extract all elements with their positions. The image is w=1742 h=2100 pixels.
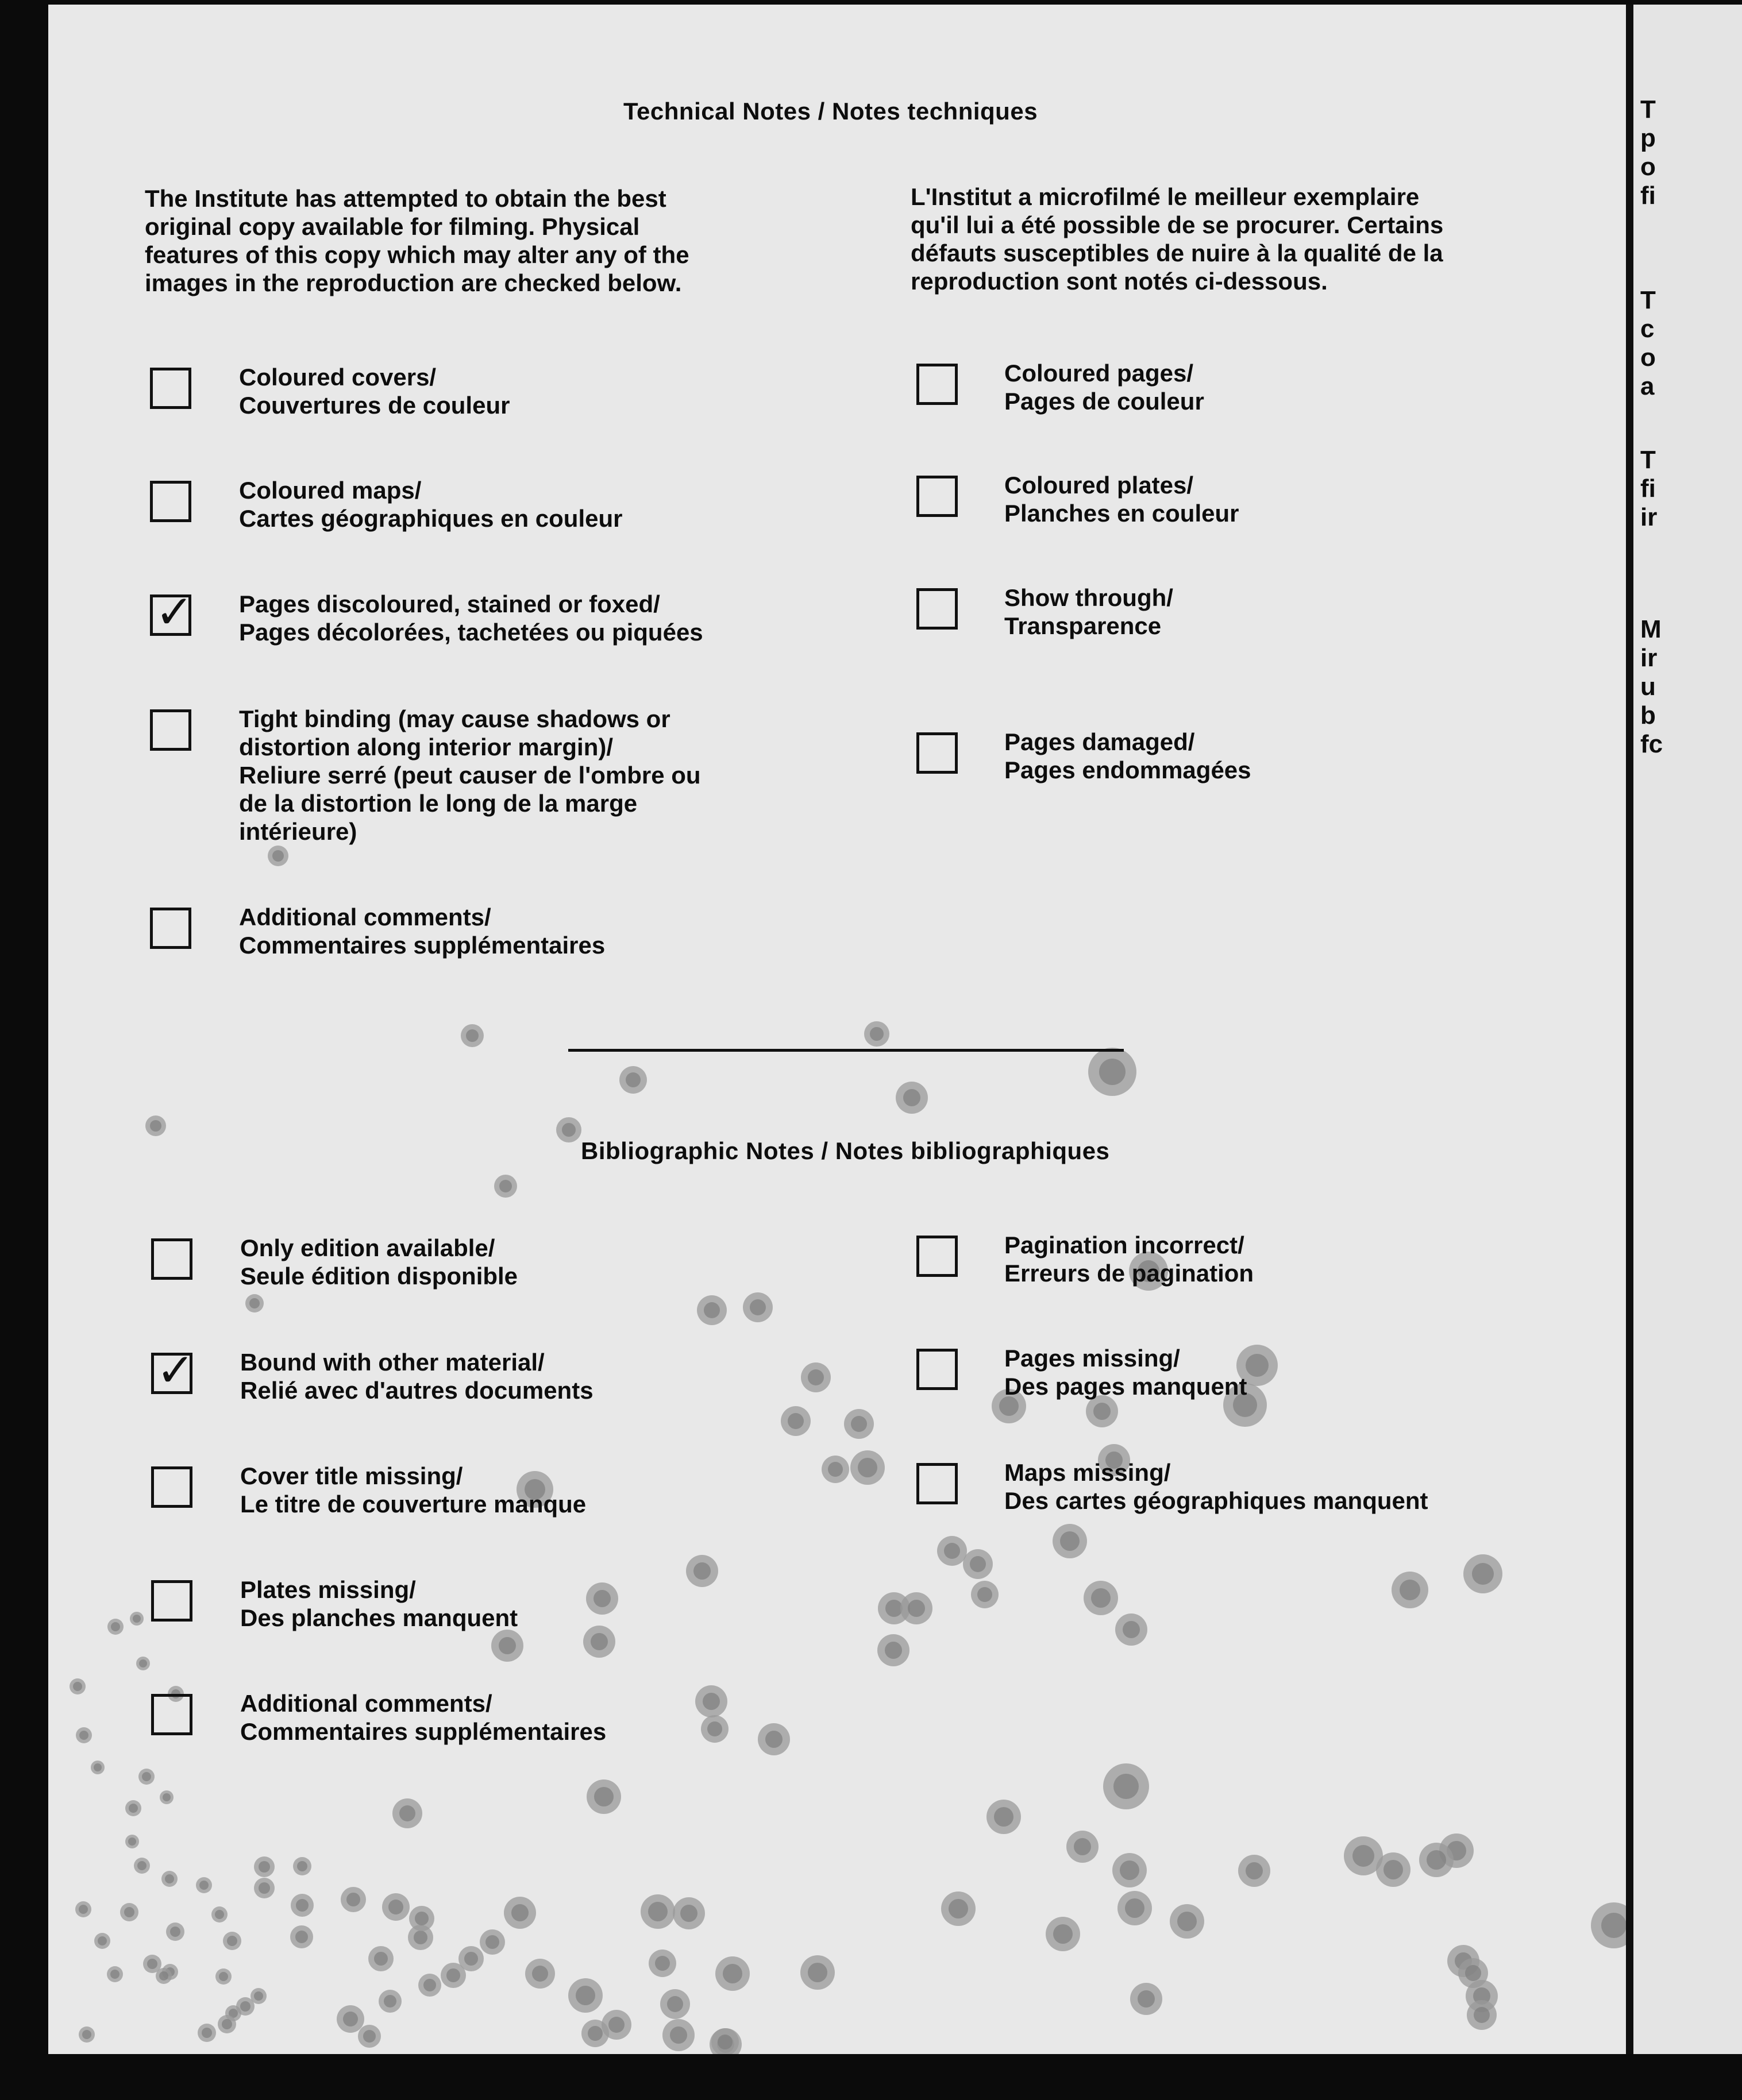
label-line: Plates missing/ — [240, 1576, 416, 1603]
film-spot-core — [415, 1912, 429, 1925]
film-spot-core — [227, 1936, 237, 1946]
film-spot-core — [655, 1956, 670, 1971]
edge-text-line: T — [1640, 286, 1656, 314]
label-line: Bound with other material/ — [240, 1349, 545, 1376]
label-line: Pagination incorrect/ — [1004, 1232, 1244, 1259]
film-spot-core — [1091, 1588, 1111, 1608]
film-spot-core — [240, 2001, 250, 2012]
film-spot-core — [562, 1123, 576, 1137]
film-spot-core — [1138, 1990, 1155, 2008]
label-line: Erreurs de pagination — [1004, 1260, 1254, 1287]
filmed-page — [48, 5, 1626, 2054]
checkbox[interactable] — [150, 368, 191, 409]
film-spot-core — [885, 1600, 903, 1617]
film-spot-core — [423, 1979, 436, 1991]
film-spot-core — [1093, 1403, 1111, 1420]
label-line: Coloured maps/ — [239, 477, 422, 504]
film-spot-core — [858, 1458, 877, 1477]
film-spot-core — [718, 2035, 733, 2049]
label-line: distortion along interior margin)/ — [239, 734, 613, 761]
film-spot-core — [133, 1615, 141, 1623]
label-line: Cover title missing/ — [240, 1462, 463, 1489]
checkbox[interactable] — [151, 1694, 192, 1735]
film-spot-core — [994, 1807, 1013, 1827]
film-spot-core — [944, 1543, 960, 1559]
checklist-item-label — [1004, 359, 1204, 415]
film-spot-core — [124, 1907, 134, 1917]
film-spot-core — [1601, 1913, 1626, 1938]
film-spot-core — [1120, 1860, 1139, 1880]
film-spot-core — [594, 1787, 614, 1806]
checklist-item-label — [240, 1234, 518, 1290]
checklist-item-label — [1004, 1231, 1254, 1287]
film-spot-core — [254, 1991, 263, 2001]
film-spot-core — [374, 1952, 388, 1966]
checklist-item-label — [239, 363, 510, 419]
checklist-item-label — [240, 1348, 593, 1404]
edge-text-line: fi — [1640, 182, 1656, 210]
film-spot-core — [215, 1910, 224, 1919]
film-spot-core — [626, 1072, 641, 1087]
checklist-item-label — [1004, 1344, 1247, 1400]
label-line: Coloured plates/ — [1004, 472, 1194, 499]
edge-text-line: a — [1640, 372, 1655, 400]
film-spot-core — [851, 1416, 867, 1432]
label-line: Reliure serré (peut causer de l'ombre ou — [239, 762, 701, 789]
checkbox[interactable] — [151, 1466, 192, 1508]
checkbox[interactable] — [150, 709, 191, 751]
edge-text-line: ir — [1640, 503, 1658, 531]
label-line: Maps missing/ — [1004, 1459, 1171, 1486]
film-spot-core — [466, 1029, 479, 1042]
label-line: Le titre de couverture manque — [240, 1491, 587, 1518]
film-spot-core — [73, 1682, 82, 1691]
film-spot-core — [147, 1959, 157, 1969]
film-spot-core — [1053, 1924, 1073, 1944]
film-spot-core — [170, 1927, 180, 1937]
film-spot-core — [98, 1936, 107, 1945]
film-spot-core — [259, 1882, 270, 1894]
film-spot-core — [446, 1968, 460, 1982]
film-spot-core — [159, 1971, 168, 1981]
checkbox[interactable] — [916, 732, 958, 774]
edge-text-line: T — [1640, 446, 1656, 474]
film-spot-core — [707, 1721, 722, 1736]
film-spot-core — [765, 1731, 783, 1748]
checklist-item-label — [1004, 728, 1251, 784]
checkmark-icon: ✓ — [155, 585, 194, 639]
film-spot-core — [139, 1659, 147, 1667]
film-spot-core — [970, 1556, 986, 1572]
label-line: Show through/ — [1004, 584, 1173, 611]
label-line: Seule édition disponible — [240, 1263, 518, 1290]
film-spot-core — [723, 1964, 742, 1983]
film-spot-core — [750, 1299, 766, 1315]
edge-text-fragment — [1640, 95, 1656, 210]
film-spot-core — [199, 1881, 209, 1890]
checkbox[interactable] — [151, 1580, 192, 1622]
film-spot-core — [648, 1902, 668, 1921]
film-spot-core — [693, 1562, 711, 1580]
checklist-item-label — [240, 1689, 606, 1746]
edge-text-fragment — [1640, 286, 1656, 401]
film-spot-core — [1472, 1563, 1494, 1585]
checkbox[interactable] — [150, 585, 194, 639]
film-spot-core — [532, 1966, 548, 1982]
label-line: Commentaires supplémentaires — [240, 1718, 607, 1745]
film-spot-core — [608, 2017, 625, 2033]
film-spot-core — [259, 1861, 270, 1873]
film-spot-core — [79, 1905, 88, 1914]
intro-french: L'Institut a microfilmé le meilleur exemplaire qu'il lui a été possible de se procurer. Certains défauts susceptibles de nuire à la qualité de la reproduction sont notés ci-dessous. — [911, 183, 1444, 295]
film-spot-core — [903, 1089, 920, 1106]
label-line: Pages endommagées — [1004, 756, 1251, 783]
checkbox[interactable] — [150, 481, 191, 522]
checklist-item-label — [239, 903, 605, 959]
film-spot-core — [1383, 1860, 1403, 1879]
film-spot-core — [1465, 1965, 1481, 1981]
label-line: Pages damaged/ — [1004, 728, 1195, 755]
label-line: intérieure) — [239, 818, 357, 845]
film-spot-core — [499, 1637, 516, 1654]
label-line: Only edition available/ — [240, 1234, 495, 1261]
film-spot-core — [297, 1861, 307, 1871]
film-spot-core — [346, 1893, 360, 1906]
film-spot-core — [808, 1963, 827, 1982]
edge-text-line: b — [1640, 701, 1656, 729]
label-line: Pages de couleur — [1004, 388, 1204, 415]
label-line: Des planches manquent — [240, 1604, 518, 1631]
film-spot-core — [111, 1622, 120, 1631]
label-line: Transparence — [1004, 612, 1162, 639]
film-spot-core — [137, 1861, 147, 1870]
film-spot-core — [1400, 1580, 1420, 1600]
film-spot-core — [485, 1935, 499, 1949]
label-line: Coloured covers/ — [239, 364, 437, 391]
checklist-item-label — [1004, 471, 1239, 527]
label-line: Additional comments/ — [240, 1690, 492, 1717]
checklist-item-label — [1004, 1458, 1428, 1515]
checkmark-icon: ✓ — [156, 1344, 195, 1397]
film-spot-core — [977, 1587, 992, 1602]
frame-divider — [1626, 5, 1633, 2054]
film-spot-core — [249, 1298, 260, 1308]
film-spot-core — [591, 1633, 608, 1650]
film-spot-core — [82, 2030, 91, 2039]
edge-text-line: u — [1640, 673, 1656, 701]
film-spot-core — [788, 1413, 804, 1429]
film-spot-core — [680, 1905, 697, 1922]
checklist-item-label — [239, 476, 623, 532]
film-spot-core — [511, 1904, 529, 1921]
label-line: Additional comments/ — [239, 904, 491, 931]
film-spot-core — [1113, 1774, 1139, 1799]
film-spot-core — [1074, 1838, 1091, 1855]
label-line: Coloured pages/ — [1004, 360, 1194, 387]
film-spot-core — [363, 2030, 376, 2043]
film-spot-core — [1099, 1059, 1126, 1085]
film-spot-core — [384, 1995, 396, 2008]
film-spot-core — [588, 2026, 603, 2041]
label-line: Des cartes géographiques manquent — [1004, 1487, 1428, 1514]
label-line: Tight binding (may cause shadows or — [239, 705, 670, 732]
film-spot-core — [296, 1899, 309, 1912]
film-spot-core — [1125, 1898, 1144, 1918]
film-spot-core — [414, 1931, 427, 1944]
edge-text-line: p — [1640, 124, 1656, 152]
microfilm-spots — [48, 5, 1626, 2054]
film-spot-core — [110, 1970, 120, 1979]
film-spot-core — [219, 1972, 228, 1981]
checkbox[interactable] — [150, 908, 191, 949]
label-line: Commentaires supplémentaires — [239, 932, 606, 959]
film-spot-core — [79, 1731, 88, 1740]
film-spot-core — [150, 1120, 161, 1132]
film-spot-core — [1060, 1531, 1080, 1551]
label-line: Pages missing/ — [1004, 1345, 1180, 1372]
label-line: Pages discoloured, stained or foxed/ — [239, 590, 660, 617]
edge-text-line: ir — [1640, 644, 1658, 672]
film-spot-core — [343, 2012, 358, 2026]
label-line: Relié avec d'autres documents — [240, 1377, 593, 1404]
film-spot-core — [222, 2019, 232, 2029]
film-spot-core — [828, 1462, 843, 1477]
film-spot-core — [1246, 1862, 1263, 1879]
film-spot-core — [128, 1838, 136, 1846]
film-spot-core — [202, 2028, 212, 2038]
film-spot-core — [667, 1996, 683, 2012]
bibliographic-notes-heading: Bibliographic Notes / Notes bibliographiques — [581, 1137, 1110, 1164]
film-spot-core — [670, 2026, 687, 2044]
label-line: Des pages manquent — [1004, 1373, 1247, 1400]
film-spot-core — [142, 1772, 151, 1781]
checkbox[interactable] — [916, 1236, 958, 1277]
film-spot-core — [704, 1302, 720, 1318]
edge-text-fragment — [1640, 446, 1657, 532]
film-spot-core — [1352, 1845, 1374, 1867]
film-spot-core — [163, 1793, 171, 1801]
label-line: de la distortion le long de la marge — [239, 790, 638, 817]
film-spot-core — [1427, 1850, 1446, 1870]
edge-text-line: fi — [1640, 474, 1656, 503]
film-spot-core — [576, 1986, 595, 2005]
technical-notes-heading: Technical Notes / Notes techniques — [623, 98, 1038, 125]
checkbox[interactable] — [916, 364, 958, 405]
film-spot-core — [870, 1027, 884, 1041]
checklist-item-label — [1004, 584, 1173, 640]
label-line: Cartes géographiques en couleur — [239, 505, 623, 532]
checkbox[interactable] — [151, 1238, 192, 1280]
film-spot-core — [908, 1600, 925, 1617]
film-spot-core — [399, 1805, 415, 1821]
checklist-item-label — [239, 705, 701, 846]
edge-text-line: T — [1640, 95, 1656, 123]
film-spot-core — [593, 1590, 611, 1607]
label-line: Pages décolorées, tachetées ou piquées — [239, 619, 703, 646]
label-line: Planches en couleur — [1004, 500, 1239, 527]
edge-text-line: M — [1640, 615, 1662, 643]
film-spot-core — [129, 1804, 138, 1813]
checkbox[interactable] — [916, 588, 958, 630]
adjacent-frame-edge — [1633, 5, 1742, 2054]
checklist-item-label — [240, 1576, 518, 1632]
film-spot-core — [1474, 2007, 1490, 2023]
film-spot-core — [272, 850, 284, 862]
intro-english: The Institute has attempted to obtain the best original copy available for filming. Physical features of this copy which may alter any of the images in the reproduction are checked below. — [145, 185, 689, 296]
checkbox[interactable] — [151, 1344, 195, 1397]
film-spot-core — [885, 1642, 902, 1659]
film-spot-core — [94, 1763, 102, 1771]
edge-text-line: o — [1640, 153, 1656, 181]
edge-text-line: o — [1640, 343, 1656, 372]
film-spot-core — [499, 1180, 512, 1192]
edge-text-fragment — [1640, 615, 1663, 759]
label-line: Couvertures de couleur — [239, 392, 510, 419]
section-divider — [568, 1049, 1124, 1052]
checklist-item-label — [239, 590, 703, 646]
edge-text-line: fc — [1640, 730, 1663, 758]
film-spot-core — [464, 1952, 478, 1966]
film-spot-core — [295, 1931, 308, 1943]
film-spot-core — [1123, 1621, 1140, 1638]
film-spot-core — [703, 1693, 720, 1710]
film-spot-core — [1246, 1354, 1269, 1377]
checkbox[interactable] — [916, 1349, 958, 1390]
checkbox[interactable] — [916, 476, 958, 517]
film-spot-core — [949, 1899, 968, 1918]
film-spot-core — [165, 1874, 174, 1883]
edge-text-line: c — [1640, 315, 1655, 343]
film-spot-core — [1177, 1912, 1197, 1931]
checklist-item-label — [240, 1462, 586, 1518]
film-spot-core — [388, 1900, 403, 1914]
film-spot-core — [808, 1369, 824, 1385]
checkbox[interactable] — [916, 1463, 958, 1504]
